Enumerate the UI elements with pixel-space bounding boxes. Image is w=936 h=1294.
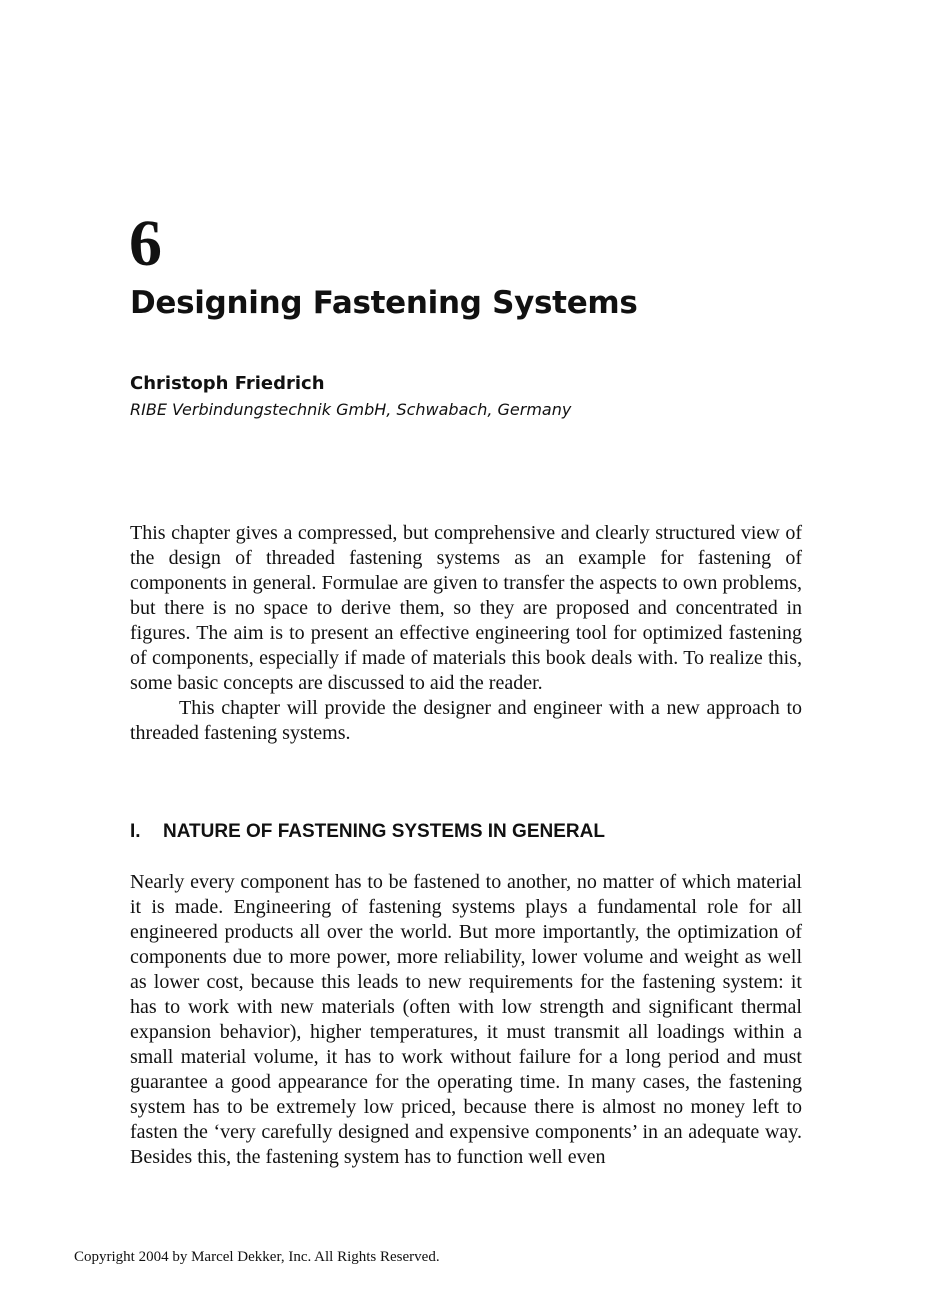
intro-paragraph: This chapter gives a compressed, but comprehensive and clearly structured view of the design of threaded fastening systems as an example for fastening of components in general. Formulae are given to transfer the aspects to own problems, but there is no space to derive them, so they are proposed and concentrated in figures. The aim is to present an effective engineering tool for optimized fastening of components, especially if made of materials this book deals with. To realize this, some basic concepts are discussed to aid the reader. xyxy=(130,522,802,694)
section-body xyxy=(130,870,802,1170)
copyright-notice: Copyright 2004 by Marcel Dekker, Inc. All Rights Reserved. xyxy=(74,1249,440,1265)
chapter-title: Designing Fastening Systems xyxy=(130,285,638,321)
section-number: I. xyxy=(130,821,141,842)
intro-paragraph: This chapter will provide the designer and engineer with a new approach to threaded fastening systems. xyxy=(130,697,802,744)
section-heading xyxy=(130,819,605,845)
chapter-introduction xyxy=(130,521,802,746)
author-name: Christoph Friedrich xyxy=(130,373,325,394)
section-title: NATURE OF FASTENING SYSTEMS IN GENERAL xyxy=(163,821,605,842)
chapter-number: 6 xyxy=(129,207,162,280)
body-paragraph: Nearly every component has to be fastened to another, no matter of which material it is made. Engineering of fastening systems plays a fundamental role for all engineered products all over the world. But more importantly, the optimization of components due to more power, more reliability, lower volume and weight as well as lower cost, because this leads to new requirements for the fastening system: it has to work with new materials (often with low strength and significant thermal expansion behavior), higher temperatures, it must transmit all loadings within a small material volume, it has to work without failure for a long period and must guarantee a good appearance for the operating time. In many cases, the fastening system has to be extremely low priced, because there is almost no money left to fasten the ‘very carefully designed and expensive components’ in an adequate way. Besides this, the fastening system has to function well even xyxy=(130,871,802,1168)
author-affiliation: RIBE Verbindungstechnik GmbH, Schwabach, Germany xyxy=(130,400,572,419)
